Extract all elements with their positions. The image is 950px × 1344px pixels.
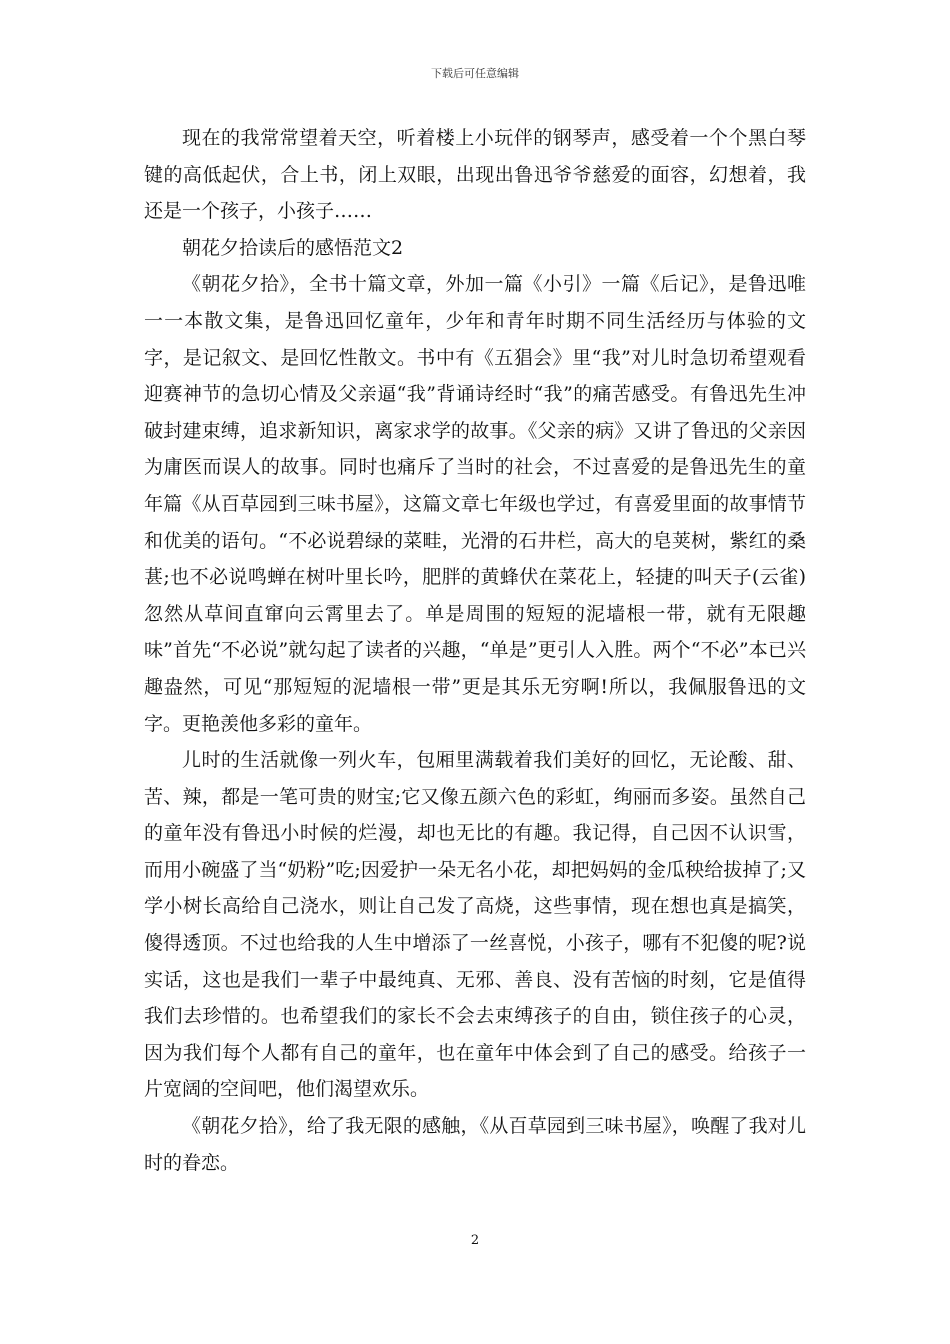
- page-header: 下载后可任意编辑: [431, 67, 519, 80]
- paragraph-conclusion: 《朝花夕拾》，给了我无限的感触，《从百草园到三味书屋》，唤醒了我对儿时的眷恋。: [144, 1115, 806, 1174]
- page-number: 2: [470, 1233, 480, 1248]
- document-body: [144, 120, 806, 1181]
- paragraph-childhood-memories: 儿时的生活就像一列火车，包厢里满载着我们美好的回忆，无论酸、甜、苦、辣，都是一笔可贵的财宝;它又像五颜六色的彩虹，绚丽而多姿。虽然自己的童年没有鲁迅小时候的烂漫，却也无比的有趣。我记得，自己因不认识雪，而用小碗盛了当“奶粉”吃;因爱护一朵无名小花，却把妈妈的金瓜秧给拔掉了;又学小树长高给自己浇水，则让自己发了高烧，这些事情，现在想也真是搞笑，傻得透顶。不过也给我的人生中增添了一丝喜悦，小孩子，哪有不犯傻的呢?说实话，这也是我们一辈子中最纯真、无邪、善良、没有苦恼的时刻，它是值得我们去珍惜的。也希望我们的家长不会去束缚孩子的自由，锁住孩子的心灵，因为我们每个人都有自己的童年，也在童年中体会到了自己的感受。给孩子一片宽阔的空间吧，他们渴望欢乐。: [144, 749, 806, 1101]
- paragraph-book-overview: 《朝花夕拾》，全书十篇文章，外加一篇《小引》一篇《后记》，是鲁迅唯一一本散文集，是鲁迅回忆童年，少年和青年时期不同生活经历与体验的文字，是记叙文、是回忆性散文。书中有《五猖会》里“我”对儿时急切希望观看迎赛神节的急切心情及父亲逼“我”背诵诗经时“我”的痛苦感受。有鲁迅先生冲破封建束缚，追求新知识，离家求学的故事。《父亲的病》又讲了鲁迅的父亲因为庸医而误人的故事。同时也痛斥了当时的社会，不过喜爱的是鲁迅先生的童年篇《从百草园到三味书屋》，这篇文章七年级也学过，有喜爱里面的故事情节和优美的语句。“不必说碧绿的菜畦，光滑的石井栏，高大的皂荚树，紫红的桑葚;也不必说鸣蝉在树叶里长吟，肥胖的黄蜂伏在菜花上，轻捷的叫天子(云雀)忽然从草间直窜向云霄里去了。单是周围的短短的泥墙根一带，就有无限趣味”首先“不必说”就勾起了读者的兴趣，“单是”更引人入胜。两个“不必”本已兴趣盎然，可见“那短短的泥墙根一带”更是其乐无穷啊!所以，我佩服鲁迅的文字。更艳羡他多彩的童年。: [144, 273, 806, 735]
- paragraph-closing-reflection: 现在的我常常望着天空，听着楼上小玩伴的钢琴声，感受着一个个黑白琴键的高低起伏，合上书，闭上双眼，出现出鲁迅爷爷慈爱的面容，幻想着，我还是一个孩子，小孩子……: [144, 127, 806, 223]
- section-title: 朝花夕拾读后的感悟范文2: [182, 236, 404, 259]
